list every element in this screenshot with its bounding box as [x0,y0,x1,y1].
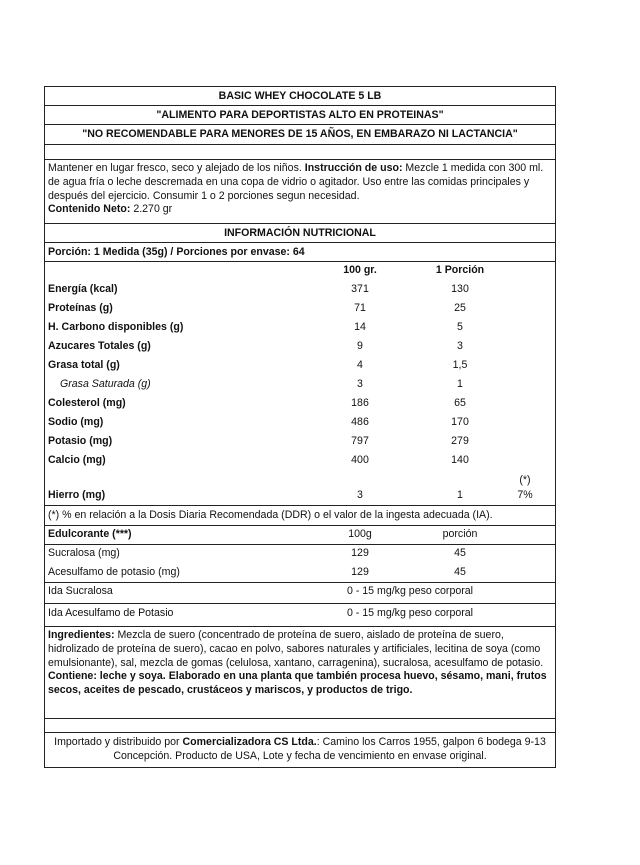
ingredients-label: Ingredientes: [48,629,115,641]
nutrient-portion: 65 [454,397,466,409]
sweetener-table [45,526,555,627]
ddr-note: (*) % en relación a la Dosis Diaria Recomendada (DDR) o el valor de la ingesta adecuada (IA). [45,506,555,526]
nutrient-per100: 186 [351,397,369,409]
table-row [45,435,555,454]
ida-value: 0 - 15 mg/kg peso corporal [346,585,473,597]
product-subtitle: "ALIMENTO PARA DEPORTISTAS ALTO EN PROTEINAS" [45,106,555,125]
nutrient-name: Sodio (mg) [48,416,104,428]
nutrient-per100: 9 [357,340,363,352]
storage-text: Mantener en lugar fresco, seco y alejado de los niños. [48,162,305,174]
nutrient-per100: 3 [357,378,363,390]
product-title: BASIC WHEY CHOCOLATE 5 LB [45,87,555,106]
distribution-info [45,733,555,767]
nutrient-table [45,262,555,506]
table-row [45,359,555,378]
nutrient-portion: 5 [457,321,463,333]
net-content-value: 2.270 gr [130,203,173,216]
instructions-label: Instrucción de uso: [304,162,403,174]
sweetener-name: Sucralosa (mg) [48,547,120,559]
nutrient-name: Energía (kcal) [48,283,118,295]
nutrient-per100: 371 [351,283,369,295]
ingredients-text: Mezcla de suero (concentrado de proteína de suero, aislado de proteína de suero, hidrolizado de proteína de suero), cacao en polvo, sabores naturales y artificiales, lecitina de soya (como emulsionante), sal, mezcla de gomas (celulosa, xantano, carragenina), sucralosa, acesulfamo de potasio. [48,629,544,669]
iron-ddr-value: 7% [517,489,533,501]
nutrient-per100: 71 [354,302,366,314]
nutrient-header-row [45,264,555,283]
table-row [45,416,555,435]
nutrient-portion: 130 [451,283,469,295]
net-content-label: Contenido Neto: [48,203,131,216]
nutrient-portion: 1 [457,489,463,501]
nutrition-heading: INFORMACIÓN NUTRICIONAL [45,224,555,243]
sweetener-100g: 129 [351,547,369,559]
nutrient-name: Grasa Saturada (g) [60,378,151,390]
table-row [45,545,555,564]
distribution-address: : Camino los Carros 1955, galpon 6 bodega 9-13 Concepción. Producto de USA, Lote y fecha de vencimiento en envase original. [113,736,546,762]
sweetener-col-100g: 100g [348,528,372,540]
sweetener-col-portion: porción [442,528,478,540]
distribution-text: Importado y distribuido por [54,736,183,748]
ingredients [45,627,555,719]
nutrition-label [44,86,556,768]
table-row [45,302,555,321]
nutrient-per100: 797 [351,435,369,447]
nutrient-per100: 4 [357,359,363,371]
table-row [45,321,555,340]
col-portion-header: 1 Porción [435,264,485,276]
table-row [45,397,555,416]
sweetener-portion: 45 [454,566,466,578]
ida-label: Ida Acesulfamo de Potasio [48,607,174,619]
nutrient-name: Grasa total (g) [48,359,120,371]
nutrient-portion: 1 [457,378,463,390]
ddr-marker: (*) [519,474,531,486]
company-name: Comercializadora CS Ltda. [182,736,317,748]
instructions-text: Mezcle 1 medida con 300 ml. de agua fría o leche descremada en una copa de vidrio o agitador. Uso entre las comidas principales y después del ejercicio. Consumir 1 o 2 porciones segun necesidad. [48,162,544,202]
nutrient-per100: 3 [357,489,363,501]
table-row [45,489,555,508]
nutrient-portion: 1,5 [452,359,468,371]
nutrient-portion: 140 [451,454,469,466]
table-row [45,378,555,397]
nutrient-per100: 486 [351,416,369,428]
age-warning: "NO RECOMENDABLE PARA MENORES DE 15 AÑOS, EN EMBARAZO NI LACTANCIA" [45,125,555,145]
nutrient-name: Azucares Totales (g) [48,340,151,352]
nutrient-portion: 25 [454,302,466,314]
table-row [45,583,555,604]
spacer [45,145,555,160]
sweetener-heading: Edulcorante (***) [48,528,132,540]
nutrient-per100: 400 [351,454,369,466]
sweetener-100g: 129 [351,566,369,578]
table-row [45,340,555,359]
sweetener-name: Acesulfamo de potasio (mg) [48,566,180,578]
nutrient-portion: 279 [451,435,469,447]
sweetener-header-row [45,526,555,545]
nutrient-portion: 3 [457,340,463,352]
table-row [45,454,555,473]
allergen-text: Contiene: leche y soya. Elaborado en una planta que también procesa huevo, sésamo, mani, frutos secos, aceites de pescado, crustáceos y mariscos, y productos de trigo. [48,670,547,697]
table-row [45,604,555,627]
nutrient-portion: 170 [451,416,469,428]
ida-label: Ida Sucralosa [48,585,113,597]
nutrient-per100: 14 [354,321,366,333]
table-row [45,564,555,583]
nutrient-name: Hierro (mg) [48,489,106,501]
ida-value: 0 - 15 mg/kg peso corporal [346,607,473,619]
sweetener-portion: 45 [454,547,466,559]
table-row [45,283,555,302]
spacer [45,719,555,733]
usage-instructions [45,160,555,224]
nutrient-name: Calcio (mg) [48,454,106,466]
portion-info: Porción: 1 Medida (35g) / Porciones por envase: 64 [45,243,555,262]
nutrient-name: Proteínas (g) [48,302,113,314]
nutrient-name: H. Carbono disponibles (g) [48,321,184,333]
nutrient-name: Potasio (mg) [48,435,113,447]
nutrient-name: Colesterol (mg) [48,397,126,409]
col-100g-header: 100 gr. [343,264,377,276]
